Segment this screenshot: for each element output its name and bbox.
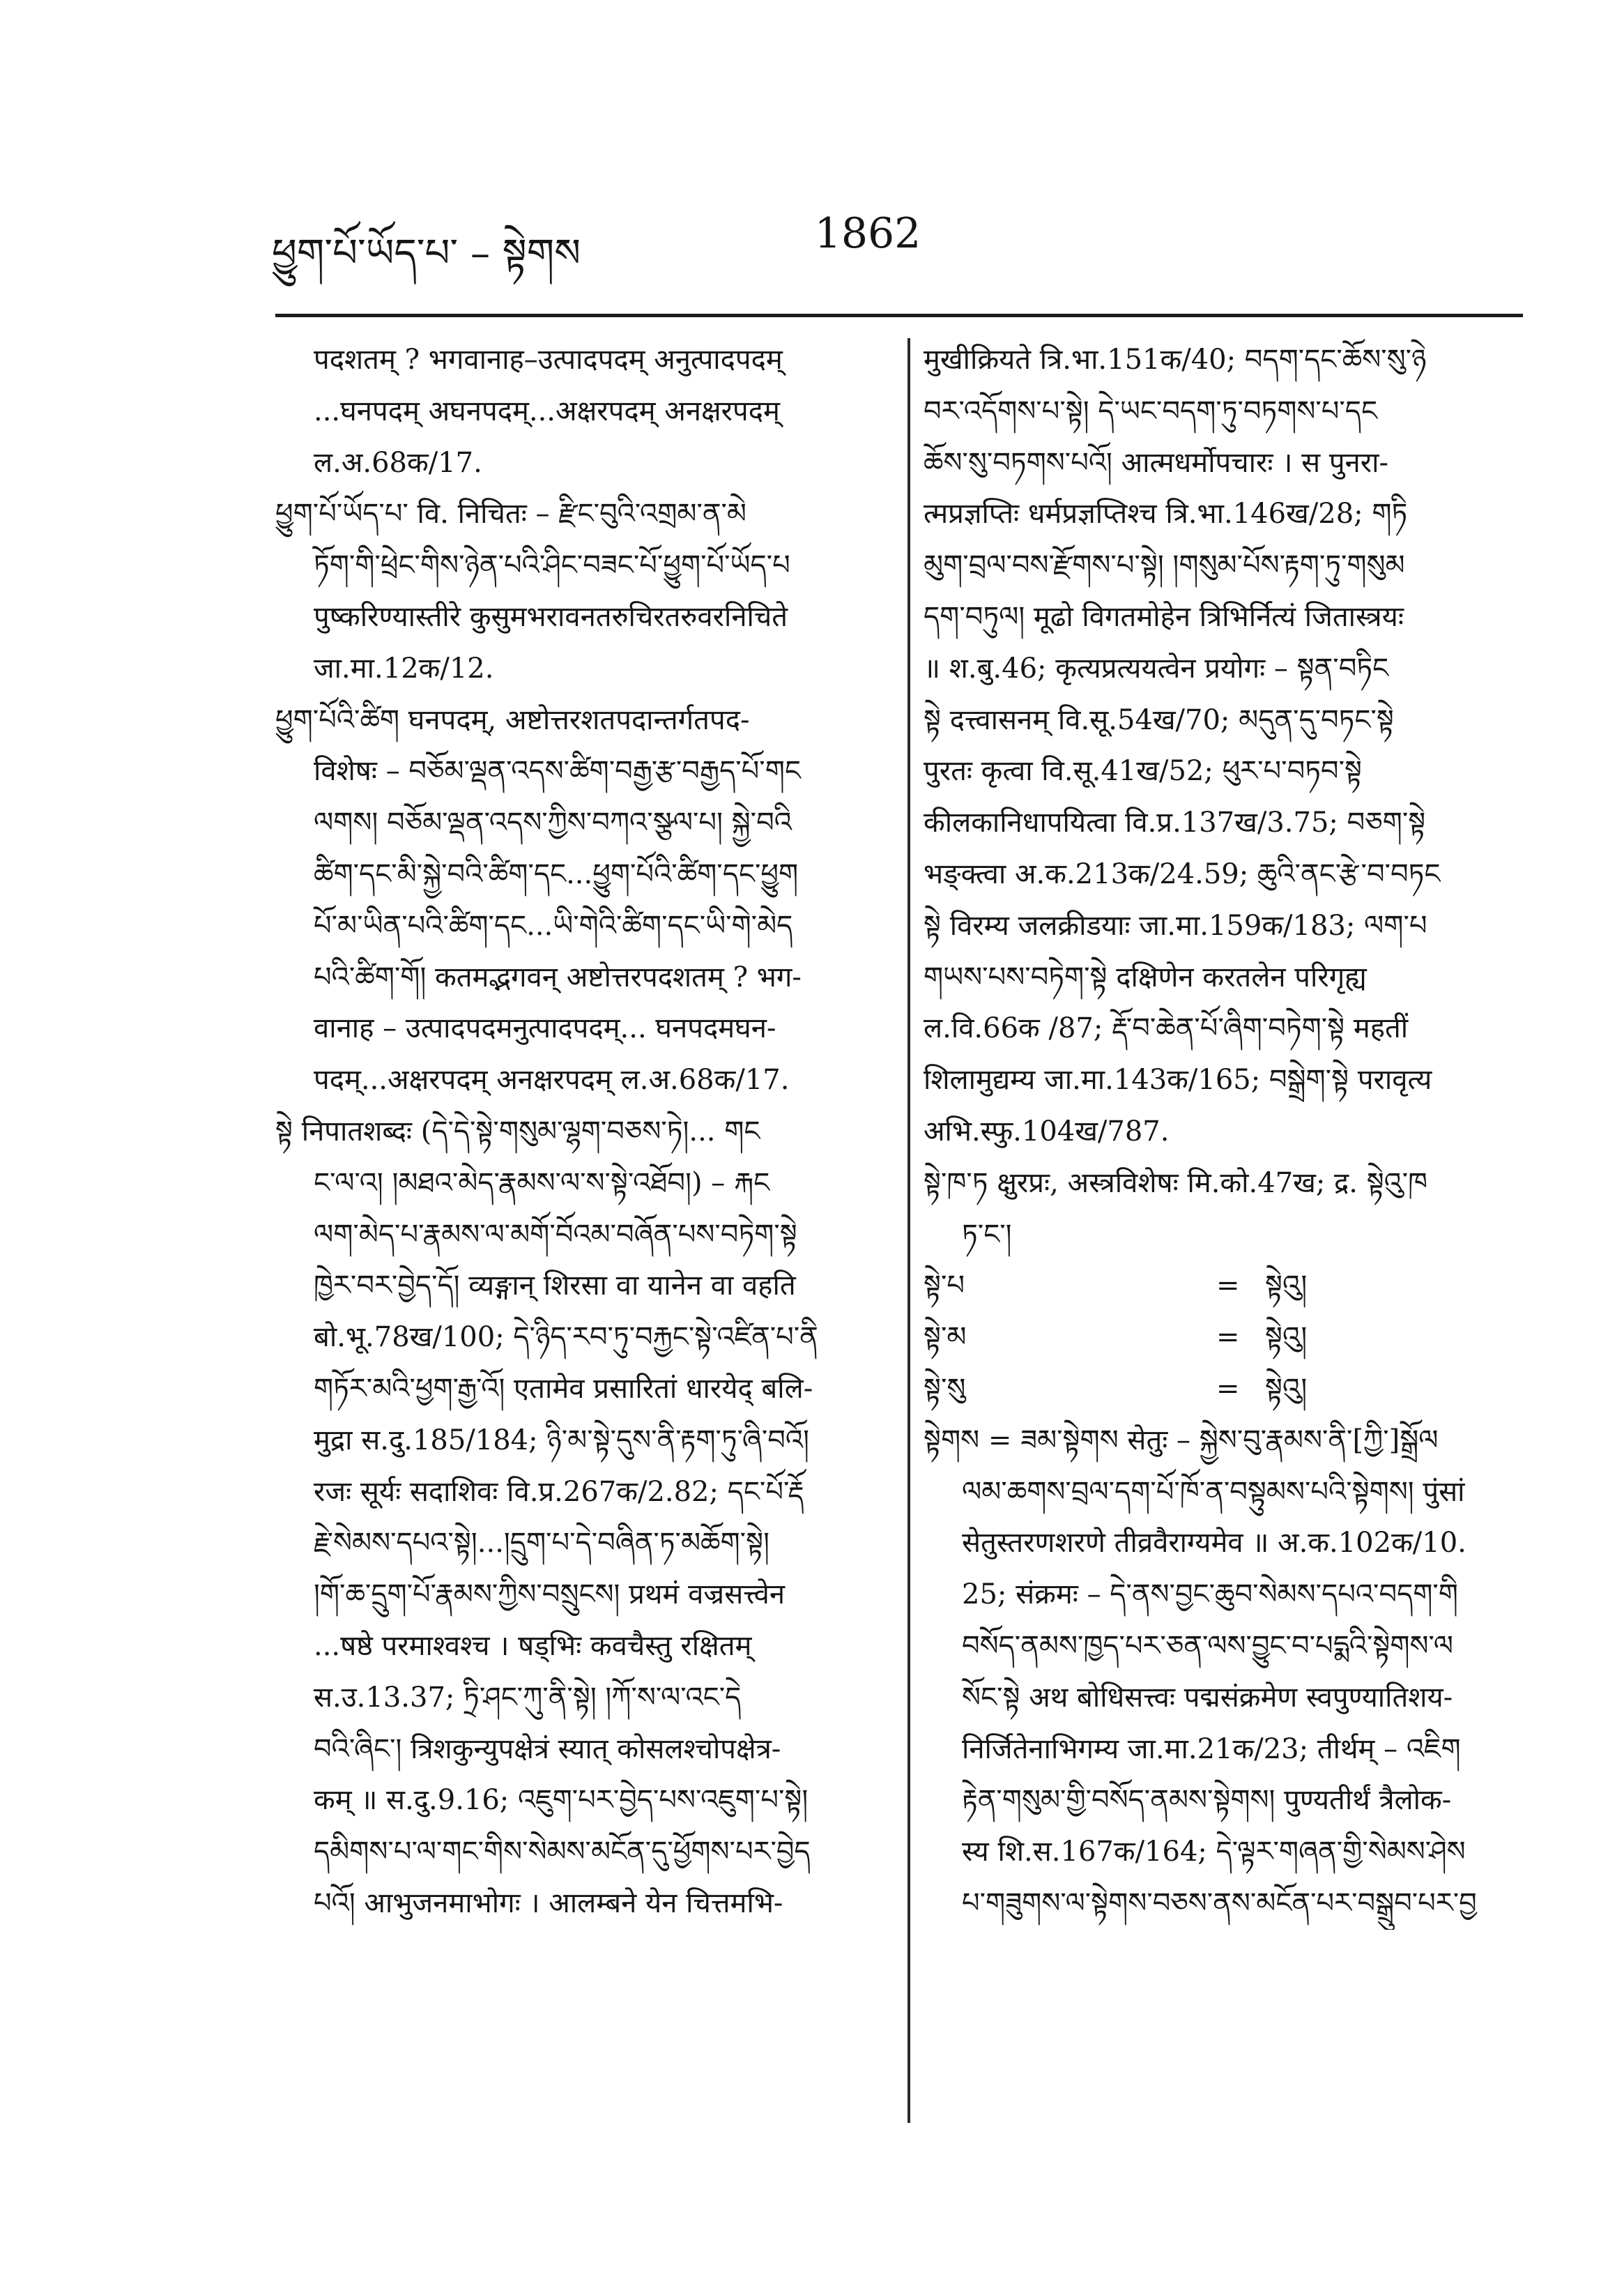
entry-line: རྟེན་གསུམ་གྱི་བསོད་ནམས་སྟེགས། पुण्यतीर्थं त्रैलोक- [962,1784,1452,1817]
entry-line: मुद्रा स.दु.185/184; ཉི་མ་སྟེ་དུས་ནི་རྟག་ཏུ་ཞི་བའོ། [314,1424,809,1456]
entry-line: स.उ.13.37; ཏྲི་ཤང་ཀུ་ནི་སྟེ། །ཀོ་ས་ལ་འང་དེ [314,1681,742,1714]
left-column [275,335,889,1930]
entry-line: विशेषः – བཅོམ་ལྡན་འདས་ཚིག་བརྒྱ་རྩ་བརྒྱད་པོ་གང [314,755,801,788]
right-column [924,335,1526,1930]
entry-line: ॥ श.बु.46; कृत्यप्रत्ययत्वेन प्रयोगः – སྟན་བཏིང [924,652,1389,685]
equals-sign: = [1216,1270,1240,1302]
entry-line: ཏ་ང་། [962,1218,1012,1251]
entry-line: वानाह – उत्पादपदमनुत्पादपदम्... घनपदमघन- [314,1012,776,1045]
entry-line: བསོད་ནམས་ཁྱད་པར་ཅན་ལས་བྱུང་བ་པདྨའི་སྟེགས་ལ [962,1629,1453,1662]
equivalence-headword: སྟེ་མ [924,1321,967,1354]
entry-line: གཡས་པས་བཏེག་སྟེ दक्षिणेन करतलेन परिगृह्य [924,961,1367,993]
entry-line: པའོ། आभुजनमाभोगः । आलम्बने येन चित्तमभि- [314,1887,783,1919]
right-column-top [924,335,1526,1260]
entry-line: ल.अ.68क/17. [314,446,482,479]
entry-line: कम् ॥ स.दु.9.16; འཇུག་པར་བྱེད་པས་འཇུག་པ་སྟེ། [314,1784,809,1817]
entry-line: ཕྱུག་པོ་ཡོད་པ་ वि. निचितः – རྫིང་བུའི་འགྲམ་ན་མེ [275,498,747,531]
entry-line: ལག་མེད་པ་རྣམས་ལ་མགོ་བོའམ་བཞོན་པས་བཏེག་སྟེ [314,1218,797,1251]
entry-line: जा.मा.12क/12. [314,652,494,685]
running-head: ཕྱུག་པོ་ཡོད་པ་ – སྟེགས [272,231,581,276]
equals-sign: = [1216,1321,1240,1354]
equivalence-headword: སྟེ་སུ [924,1372,966,1405]
entry-line: अभि.स्फु.104ख/787. [924,1115,1170,1148]
equivalence-reference: སྟེའུ། [1265,1270,1308,1302]
entry-line: དག་བཏུལ། मूढो विगतमोहेन त्रिभिर्नित्यं जितास्त्रयः [924,600,1404,633]
entry-line: शिलामुद्यम्य जा.मा.143क/165; བསྒྲེག་སྟེ परावृत्य [924,1064,1432,1097]
entry-line: ཆོས་སུ་བཏགས་པའོ། आत्मधर्मोपचारः । स पुनरा- [924,446,1388,479]
entry-line: सेतुस्तरणशरणे तीव्रवैराग्यमेव ॥ अ.क.102क/10. [962,1527,1466,1560]
entry-line: ...घनपदम् अघनपदम्...अक्षरपदम् अनक्षरपदम् [314,395,780,427]
entry-line: །གོ་ཆ་དྲུག་པོ་རྣམས་ཀྱིས་བསྲུངས། प्रथमं वज्रसत्त्वेन [314,1578,786,1611]
entry-line: སྟེ་ཁ་ཏ क्षुरप्रः, अस्त्रविशेषः मि.को.47ख; द्र. སྟེའུ་ཁ [924,1166,1428,1199]
header-rule [275,314,1523,317]
entry-line: ལམ་ཆགས་བྲལ་དག་པོ་ཁོ་ན་བསྟུམས་པའི་སྟེགས། पुंसां [962,1475,1465,1508]
entry-line: ...षष्ठे परमाश्वश्च । षड्भिः कवचैस्तु रक्षितम् [314,1629,752,1662]
entry-line: ཚིག་དང་མི་སྐྱེ་བའི་ཚིག་དང...ཕྱུག་པོའི་ཚིག་དང་ཕྱུག [314,858,799,890]
entry-line: कीलकानिधापयित्वा वि.प्र.137ख/3.75; བཅག་སྟེ [924,807,1426,839]
entry-line: དམིགས་པ་ལ་གང་གིས་སེམས་མངོན་དུ་ཕྱོགས་པར་བྱེད [314,1836,811,1868]
entry-line: बो.भू.78ख/100; དེ་ཉིད་རབ་ཏུ་བརྐྱང་སྟེ་འཛིན་པ་ནི [314,1321,818,1354]
equivalence-list [924,1260,1526,1415]
entry-line: त्मप्रज्ञप्तिः धर्मप्रज्ञप्तिश्च त्रि.भा.146ख/28; གཏི [924,498,1408,531]
entry-line: པ་གཟུགས་ལ་སྟེགས་བཅས་ནས་མངོན་པར་བསྒྲུབ་པར་བྱ [962,1887,1477,1919]
entry-line: भङ्क्त्वा अ.क.213क/24.59; ཆུའི་ནང་རྩེ་བ་བཏང [924,858,1441,890]
equivalence-headword: སྟེ་པ [924,1270,965,1302]
entry-line: བའི་ཞིང་། त्रिशकुन्युपक्षेत्रं स्यात् कोसलश्चोपक्षेत्र- [314,1732,781,1765]
equivalence-reference: སྟེའུ། [1265,1372,1308,1405]
entry-line: 25; संक्रमः – དེ་ནས་བྱང་ཆུབ་སེམས་དཔའ་བདག་གི [962,1578,1458,1611]
entry-line: पदम्...अक्षरपदम् अनक्षरपदम् ल.अ.68क/17. [314,1064,790,1097]
column-divider [907,338,910,2123]
entry-line: रजः सूर्यः सदाशिवः वि.प्र.267क/2.82; དང་པོ་རྡོ [314,1475,804,1508]
entry-line: སྟེགས = ཟམ་སྟེགས सेतुः – སྐྱེས་བུ་རྣམས་ནི་[ཀྱི་]སྒྲོལ [924,1424,1439,1456]
entry-line: पुरतः कृत्वा वि.सू.41ख/52; ཕུར་པ་བཏབ་སྟེ [924,755,1362,788]
entry-line: གཏོར་མའི་ཕྱག་རྒྱ་འོ། एतामेव प्रसारितां धारयेद् बलि- [314,1372,813,1405]
entry-line: ཕྱུག་པོའི་ཚིག घनपदम्, अष्टोत्तरशतपदान्तर्गतपद- [275,703,750,736]
entry-line: སྟེ दत्त्वासनम् वि.सू.54ख/70; མདུན་དུ་བཏང་སྟེ [924,703,1394,736]
equivalence-reference: སྟེའུ། [1265,1321,1308,1354]
entry-line: སྟེ विरम्य जलक्रीडयाः जा.मा.159क/183; ལག་པ [924,909,1427,942]
entry-line: སོང་སྟེ अथ बोधिसत्त्वः पद्मसंक्रमेण स्वपुण्यातिशय- [962,1681,1453,1714]
entry-line: पदशतम् ? भगवानाह–उत्पादपदम् अनुत्पादपदम् [314,344,783,376]
equals-sign: = [1216,1372,1240,1405]
entry-line: རྗེ་སེམས་དཔའ་སྟེ།...།དྲུག་པ་དེ་བཞིན་ཏ་མཆོག་སྟེ། [314,1527,769,1560]
entry-line: ང་ལ་འ། །མཐའ་མེད་རྣམས་ལ་ས་སྟེ་འཐོབ།) – རྐང [314,1166,770,1199]
entry-line: མུག་བྲལ་བས་རྫོགས་པ་སྟེ། །གསུམ་པོས་རྟག་ཏུ་གསུམ [924,549,1405,582]
entry-line: पुष्करिण्यास्तीरे कुसुमभरावनतरुचिरतरुवरनिचिते [314,600,788,633]
entry-line: ལགས། བཅོམ་ལྡན་འདས་ཀྱིས་བཀའ་སྩལ་པ། སྐྱེ་བའི [314,807,792,839]
entry-line: निर्जितेनाभिगम्य जा.मा.21क/23; तीर्थम् – འཇིག [962,1732,1461,1765]
entry-line: སྟེ निपातशब्दः (དེ་དེ་སྟེ་གསུམ་ལྷག་བཅས་ཏེ།... གང [275,1115,760,1148]
entry-line: བར་འདོགས་པ་སྟེ། དེ་ཡང་བདག་ཏུ་བཏགས་པ་དང [924,395,1378,427]
equivalence-row [924,1312,1526,1364]
equivalence-row [924,1260,1526,1312]
entry-line: པའི་ཚིག་གོ། कतमद्भगवन् अष्टोत्तरपदशतम् ? भग- [314,961,802,993]
entry-line: मुखीक्रियते त्रि.भा.151क/40; བདག་དང་ཆོས་སུ་ཉེ [924,344,1427,376]
equivalence-row [924,1364,1526,1415]
right-column-bottom [924,1415,1526,1930]
page-number: 1862 [814,209,921,258]
entry-line: स्य शि.स.167क/164; དེ་ལྟར་གཞན་གྱི་སེམས་ཤེས [962,1836,1466,1868]
entry-line: ཏོག་གི་ཕྲེང་གིས་ཉེན་པའི་ཤིང་བཟང་པོ་ཕྱུག་པོ་ཡོད་པ [314,549,790,582]
entry-line: ल.वि.66क /87; རྡོ་བ་ཆེན་པོ་ཞིག་བཏེག་སྟེ महतीं [924,1012,1409,1045]
entry-line: པོ་མ་ཡིན་པའི་ཚིག་དང...ཡི་གེའི་ཚིག་དང་ཡི་གེ་མེད [314,909,793,942]
entry-line: ཁྱེར་བར་བྱེད་དོ། व्यङ्गान् शिरसा वा यानेन वा वहति [314,1270,796,1302]
